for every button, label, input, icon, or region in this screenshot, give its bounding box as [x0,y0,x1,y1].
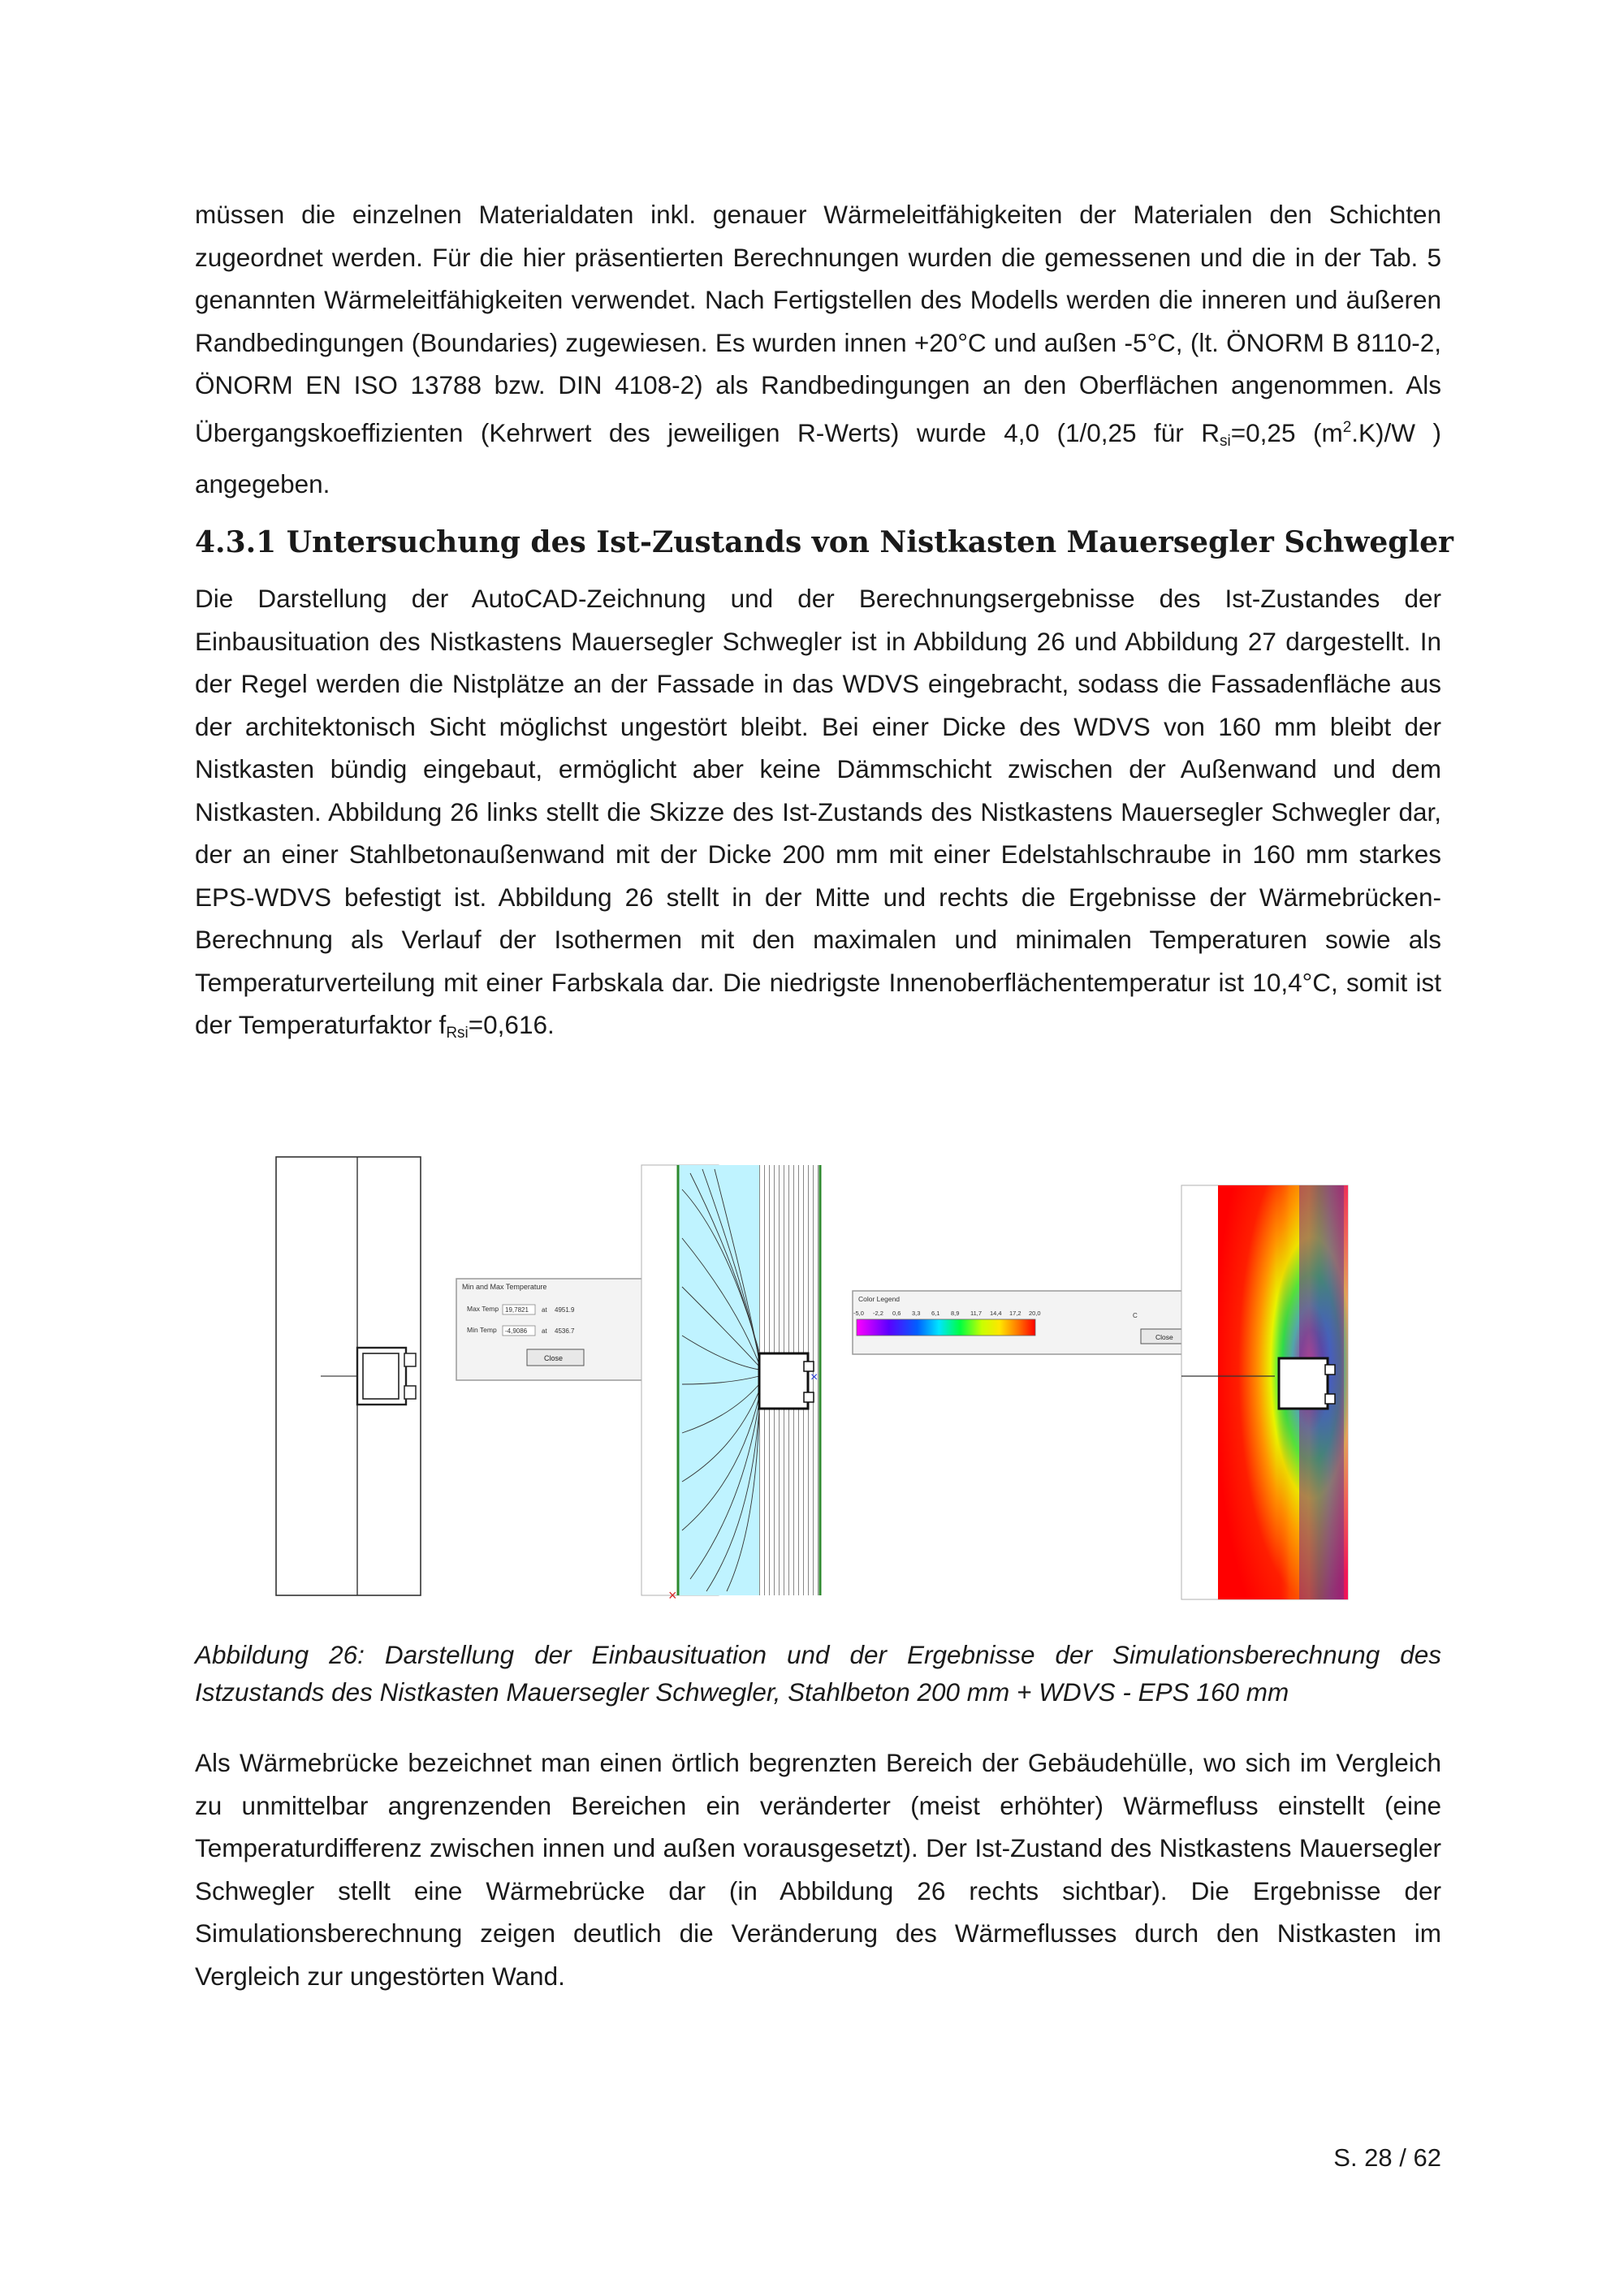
paragraph-thermal-bridge: Als Wärmebrücke bezeichnet man einen örtlich begrenzten Bereich der Gebäudehülle, wo sich im Vergleich zu unmittelbar angrenzenden Bereichen ein veränderter (meist erhöhter) Wärmefluss einstellt (eine Temperaturdifferenz zwischen innen und außen vorausgesetzt). Der Ist-Zustand des Nistkastens Mauersegler Schwegler stellt eine Wärmebrücke dar (in Abbildung 26 rechts sichtbar). Die Ergebnisse der Simulationsberechnung zeigen deutlich die Veränderung des Wärmeflusses durch den Nistkasten im Vergleich zur ungestörten Wand. [195,1748,1441,1991]
svg-text:Min and Max Temperature: Min and Max Temperature [462,1283,547,1291]
svg-text:at: at [542,1327,547,1335]
color-legend-dialog [853,1291,1202,1354]
svg-text:Close: Close [1155,1333,1173,1341]
legend-tick-label: 17,2 [1009,1310,1021,1317]
svg-text:4536.7: 4536.7 [555,1327,575,1335]
legend-tick-label: 11,7 [970,1310,983,1317]
svg-text:Max Temp: Max Temp [467,1305,499,1313]
svg-text:×: × [810,1370,818,1384]
svg-text:×: × [668,1587,677,1603]
legend-tick-label: 3,3 [912,1310,921,1317]
svg-text:-4,9086: -4,9086 [505,1327,528,1335]
svg-text:Min Temp: Min Temp [467,1326,497,1334]
cad-sketch [276,1157,421,1595]
svg-text:Close: Close [544,1354,564,1362]
svg-text:C: C [1133,1312,1138,1319]
legend-tick-label: -2,2 [873,1310,883,1317]
svg-text:4951.9: 4951.9 [555,1306,575,1314]
legend-tick-label: 6,1 [931,1310,940,1317]
isotherm-plot [641,1165,820,1603]
figure-26 [272,1141,1352,1608]
svg-text:19,7821: 19,7821 [505,1306,529,1314]
paragraph-intro: müssen die einzelnen Materialdaten inkl. genauer Wärmeleitfähigkeiten der Materialen den Schichten zugeordnet werden. Für die hier präsentierten Berechnungen wurden die gemessenen und die in der Tab. 5 genannten Wärmeleitfähigkeiten verwendet. Nach Fertigstellen des Modells werden die inneren und äußeren Randbedingungen (Boundaries) zugewiesen. Es wurden innen +20°C und außen -5°C, (lt. ÖNORM B 8110-2, ÖNORM EN ISO 13788 bzw. DIN 4108-2) als Randbedingungen an den Oberflächen angenommen. Als Übergangskoeffizienten (Kehrwert des jeweiligen R-Werts) wurde 4,0 (1/0,25 für $R_{si}=0,25$ $(m^2.K)/W$ ) angegeben. [195,200,1441,498]
figure-caption: Abbildung 26: Darstellung der Einbausituation und der Ergebnisse der Simulationsberechnung des Istzustands des Nistkasten Mauersegler Schwegler, Stahlbeton 200 mm + WDVS - EPS 160 mm [195,1640,1441,1707]
paragraph-description: Die Darstellung der AutoCAD-Zeichnung und der Berechnungsergebnisse des Ist-Zustandes der Einbausituation des Nistkastens Mauersegler Schwegler ist in Abbildung 26 und Abbildung 27 dargestellt. In der Regel werden die Nistplätze an der Fassade in das WDVS eingebracht, sodass die Fassadenfläche aus der architektonisch Sicht möglichst ungestört bleibt. Bei einer Dicke des WDVS von 160 mm bleibt der Nistkasten bündig eingebaut, ermöglicht aber keine Dämmschicht zwischen der Außenwand und dem Nistkasten. Abbildung 26 links stellt die Skizze des Ist-Zustands des Nistkastens Mauersegler Schwegler dar, der an einer Stahlbetonaußenwand mit der Dicke 200 mm mit einer Edelstahlschraube in 160 mm starkes EPS-WDVS befestigt ist. Abbildung 26 stellt in der Mitte und rechts die Ergebnisse der Wärmebrücken-Berechnung als Verlauf der Isothermen mit den maximalen und minimalen Temperaturen sowie als Temperaturverteilung mit einer Farbskala dar. Die niedrigste Innenoberflächentemperatur ist 10,4°C, somit ist der Temperaturfaktor $f_{Rsi}=0,616$. [195,584,1441,1042]
section-heading: 4.3.1 Untersuchung des Ist-Zustands von Nistkasten Mauersegler Schwegler [195,525,1454,559]
legend-tick-label: 8,9 [951,1310,960,1317]
page-number: S. 28 / 62 [1333,2143,1441,2172]
legend-tick-label: -5,0 [853,1310,864,1317]
legend-tick-label: 0,6 [892,1310,901,1317]
svg-text:Color Legend: Color Legend [858,1295,901,1303]
svg-text:at: at [542,1306,547,1314]
legend-tick-label: 14,4 [990,1310,1002,1317]
temperature-distribution-plot [1181,1185,1348,1599]
min-max-temperature-dialog [456,1279,651,1380]
legend-tick-label: 20,0 [1029,1310,1041,1317]
